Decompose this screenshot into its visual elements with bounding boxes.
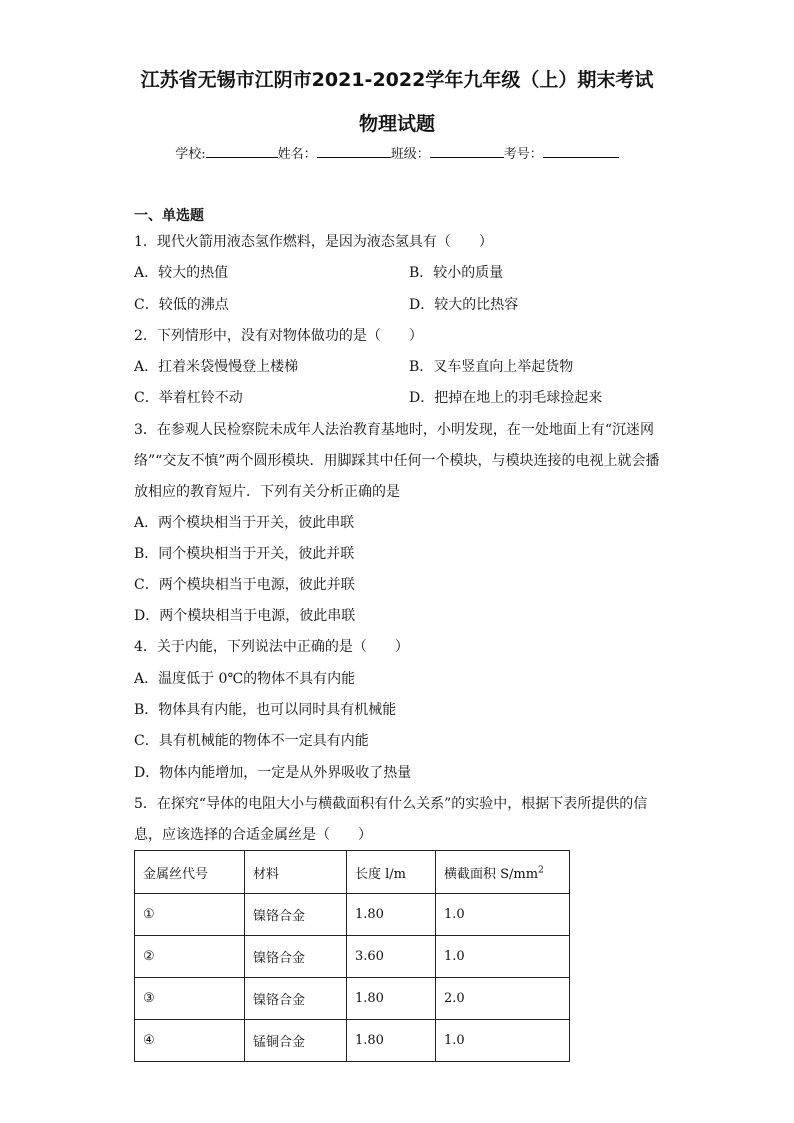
section-heading: 一、单选题: [134, 208, 204, 224]
question-1-option-d[interactable]: D．较大的比热容: [409, 297, 519, 313]
question-1-option-a[interactable]: A．较大的热值: [134, 265, 229, 281]
table-cell: ②: [135, 936, 245, 978]
area-header-text: 横截面积 S/mm: [444, 866, 539, 882]
table-header-cell: 金属丝代号: [135, 851, 245, 894]
question-4-option-b[interactable]: B．物体具有内能，也可以同时具有机械能: [134, 702, 397, 718]
wire-table: [134, 850, 570, 1062]
table-cell: 2.0: [436, 978, 570, 1020]
name-label: 姓名：: [277, 147, 317, 162]
area-header-unit-exponent: 2: [538, 865, 544, 876]
table-header-cell: 材料: [245, 851, 347, 894]
exam-no-label: 考号：: [503, 147, 543, 162]
name-blank[interactable]: [317, 144, 391, 158]
table-cell: 1.80: [347, 894, 436, 936]
question-4-option-d[interactable]: D．物体内能增加，一定是从外界吸收了热量: [134, 765, 412, 781]
school-label: 学校:: [175, 147, 206, 162]
question-1-option-c[interactable]: C．较低的沸点: [134, 297, 229, 313]
question-4-option-a[interactable]: A．温度低于 0℃的物体不具有内能: [134, 671, 356, 687]
table-header-cell: [436, 851, 570, 894]
table-cell: ③: [135, 978, 245, 1020]
exam-no-blank[interactable]: [543, 144, 619, 158]
question-1-stem: 1．现代火箭用液态氢作燃料，是因为液态氢具有（ ）: [134, 234, 493, 250]
question-3-option-a[interactable]: A．两个模块相当于开关，彼此串联: [134, 515, 355, 531]
question-5-stem-line-2: 息，应该选择的合适金属丝是（ ）: [134, 827, 372, 843]
table-cell: 3.60: [347, 936, 436, 978]
question-3-option-c[interactable]: C．两个模块相当于电源，彼此并联: [134, 577, 355, 593]
table-cell: ①: [135, 894, 245, 936]
table-row: [135, 894, 570, 936]
student-info: [0, 144, 794, 164]
question-2-option-c[interactable]: C．举着杠铃不动: [134, 390, 243, 406]
question-3-stem-line-1: 3．在参观人民检察院未成年人法治教育基地时，小明发现，在一处地面上有“沉迷网: [134, 422, 655, 438]
table-row: [135, 978, 570, 1020]
table-cell: 锰铜合金: [245, 1020, 347, 1062]
question-4-stem: 4．关于内能，下列说法中正确的是（ ）: [134, 639, 409, 655]
table-cell: 1.0: [436, 936, 570, 978]
school-blank[interactable]: [206, 144, 278, 158]
question-2-option-d[interactable]: D．把掉在地上的羽毛球捡起来: [409, 390, 603, 406]
question-3-stem-line-3: 放相应的教育短片．下列有关分析正确的是: [134, 484, 400, 500]
table-cell: ④: [135, 1020, 245, 1062]
table-cell: 镍铬合金: [245, 894, 347, 936]
question-5-stem-line-1: 5．在探究“导体的电阻大小与横截面积有什么关系”的实验中，根据下表所提供的信: [134, 796, 648, 812]
table-row: [135, 1020, 570, 1062]
question-2-option-a[interactable]: A．扛着米袋慢慢登上楼梯: [134, 359, 299, 375]
table-cell: 1.0: [436, 894, 570, 936]
question-1-option-b[interactable]: B．较小的质量: [409, 265, 504, 281]
table-cell: 镍铬合金: [245, 936, 347, 978]
table-header-row: [135, 851, 570, 894]
table-row: [135, 936, 570, 978]
question-3-stem-line-2: 络”“交友不慎”两个圆形模块．用脚踩其中任何一个模块，与模块连接的电视上就会播: [134, 453, 660, 469]
table-header-cell: 长度 l/m: [347, 851, 436, 894]
table-cell: 镍铬合金: [245, 978, 347, 1020]
page-subtitle: 物理试题: [358, 113, 435, 135]
question-4-option-c[interactable]: C．具有机械能的物体不一定具有内能: [134, 733, 369, 749]
class-label: 班级：: [390, 147, 430, 162]
page-title: 江苏省无锡市江阴市2021-2022学年九年级（上）期末考试: [140, 69, 654, 91]
table-cell: 1.80: [347, 1020, 436, 1062]
question-2-stem: 2．下列情形中，没有对物体做功的是（ ）: [134, 328, 423, 344]
table-cell: 1.80: [347, 978, 436, 1020]
question-3-option-b[interactable]: B．同个模块相当于开关，彼此并联: [134, 546, 355, 562]
table-cell: 1.0: [436, 1020, 570, 1062]
class-blank[interactable]: [430, 144, 504, 158]
question-3-option-d[interactable]: D．两个模块相当于电源，彼此串联: [134, 608, 356, 624]
question-2-option-b[interactable]: B．叉车竖直向上举起货物: [409, 359, 574, 375]
